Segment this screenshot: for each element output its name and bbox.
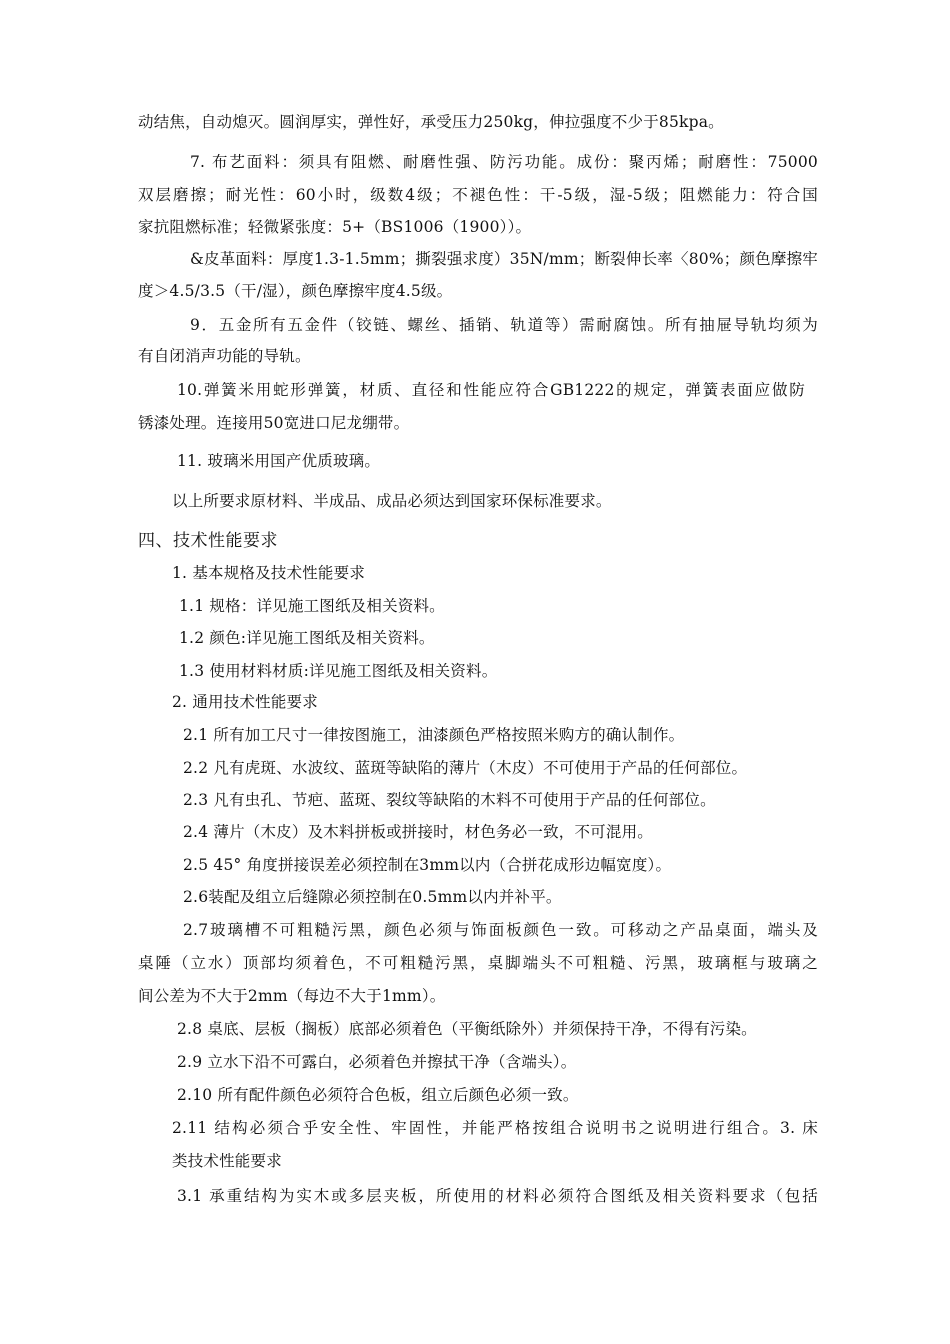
text-line: 1.2 颜色:详见施工图纸及相关资料。 <box>179 629 435 647</box>
text-line: 1.1 规格：详见施工图纸及相关资料。 <box>179 597 445 615</box>
text-line: 7. 布艺面料：须具有阻燃、耐磨性强、防污功能。成份：聚丙烯；耐磨性：75000 <box>190 153 818 171</box>
text-line: 类技术性能要求 <box>172 1152 282 1170</box>
text-line: &皮革面料：厚度1.3-1.5mm；撕裂强求度）35N/mm；断裂伸长率〈80%；颜色摩擦牢 <box>190 250 818 268</box>
text-line: 2.5 45° 角度拼接误差必须控制在3mm以内（合拼花成形边幅宽度）。 <box>183 856 672 874</box>
text-line: 11. 玻璃米用国产优质玻璃。 <box>177 452 381 470</box>
text-line: 有自闭消声功能的导轨。 <box>138 347 311 365</box>
text-line: 3.1 承重结构为实木或多层夹板，所使用的材料必须符合图纸及相关资料要求（包括 <box>177 1187 818 1205</box>
text-line: 以上所要求原材料、半成品、成品必须达到国家环保标准要求。 <box>172 492 612 510</box>
text-line: 桌陲（立水）顶部均须着色，不可粗糙污黑，桌脚端头不可粗糙、污黑，玻璃框与玻璃之 <box>138 954 818 972</box>
text-line: 2. 通用技术性能要求 <box>172 693 318 711</box>
text-line: 2.10 所有配件颜色必须符合色板，组立后颜色必须一致。 <box>177 1086 579 1104</box>
text-line: 家抗阻燃标准；轻微紧张度：5+（BS1006（1900））。 <box>138 218 532 236</box>
text-line: 10.弹簧米用蛇形弹簧，材质、直径和性能应符合GB1222的规定，弹簧表面应做防 <box>177 381 805 399</box>
text-line: 1.3 使用材料材质:详见施工图纸及相关资料。 <box>179 662 498 680</box>
text-line: 2.4 薄片（木皮）及木料拼板或拼接时，材色务必一致，不可混用。 <box>183 823 653 841</box>
text-line: 2.1 所有加工尺寸一律按图施工，油漆颜色严格按照米购方的确认制作。 <box>183 726 685 744</box>
text-line: 间公差为不大于2mm（每边不大于1mm）。 <box>138 987 446 1005</box>
text-line: 1. 基本规格及技术性能要求 <box>172 564 366 582</box>
text-line: 9．五金所有五金件（铰链、螺丝、插销、轨道等）需耐腐蚀。所有抽屉导轨均须为 <box>190 316 818 334</box>
text-line: 2.3 凡有虫孔、节疤、蓝斑、裂纹等缺陷的木料不可使用于产品的任何部位。 <box>183 791 716 809</box>
text-line: 2.9 立水下沿不可露白，必须着色并擦拭干净（含端头）。 <box>177 1053 577 1071</box>
text-line: 2.2 凡有虎斑、水波纹、蓝斑等缺陷的薄片（木皮）不可使用于产品的任何部位。 <box>183 759 748 777</box>
text-line: 度＞4.5/3.5（干/湿），颜色摩擦牢度4.5级。 <box>138 282 453 300</box>
text-line: 锈漆处理。连接用50宽进口尼龙绷带。 <box>138 414 410 432</box>
text-line: 2.6装配及组立后缝隙必须控制在0.5mm以内并补平。 <box>183 888 562 906</box>
text-line: 2.11 结构必须合乎安全性、牢固性，并能严格按组合说明书之说明进行组合。3. 床 <box>172 1119 818 1137</box>
text-line: 双层磨擦；耐光性：60小时，级数4级；不褪色性：干-5级，湿-5级；阻燃能力：符合国 <box>138 186 818 204</box>
text-line: 2.8 桌底、层板（搁板）底部必须着色（平衡纸除外）并须保持干净，不得有污染。 <box>177 1020 757 1038</box>
text-line: 动结焦，自动熄灭。圆润厚实，弹性好，承受压力250kg，伸拉强度不少于85kpa。 <box>138 113 724 131</box>
section-heading: 四、技术性能要求 <box>138 531 278 551</box>
text-line: 2.7玻璃槽不可粗糙污黑，颜色必须与饰面板颜色一致。可移动之产品桌面，端头及 <box>183 921 818 939</box>
